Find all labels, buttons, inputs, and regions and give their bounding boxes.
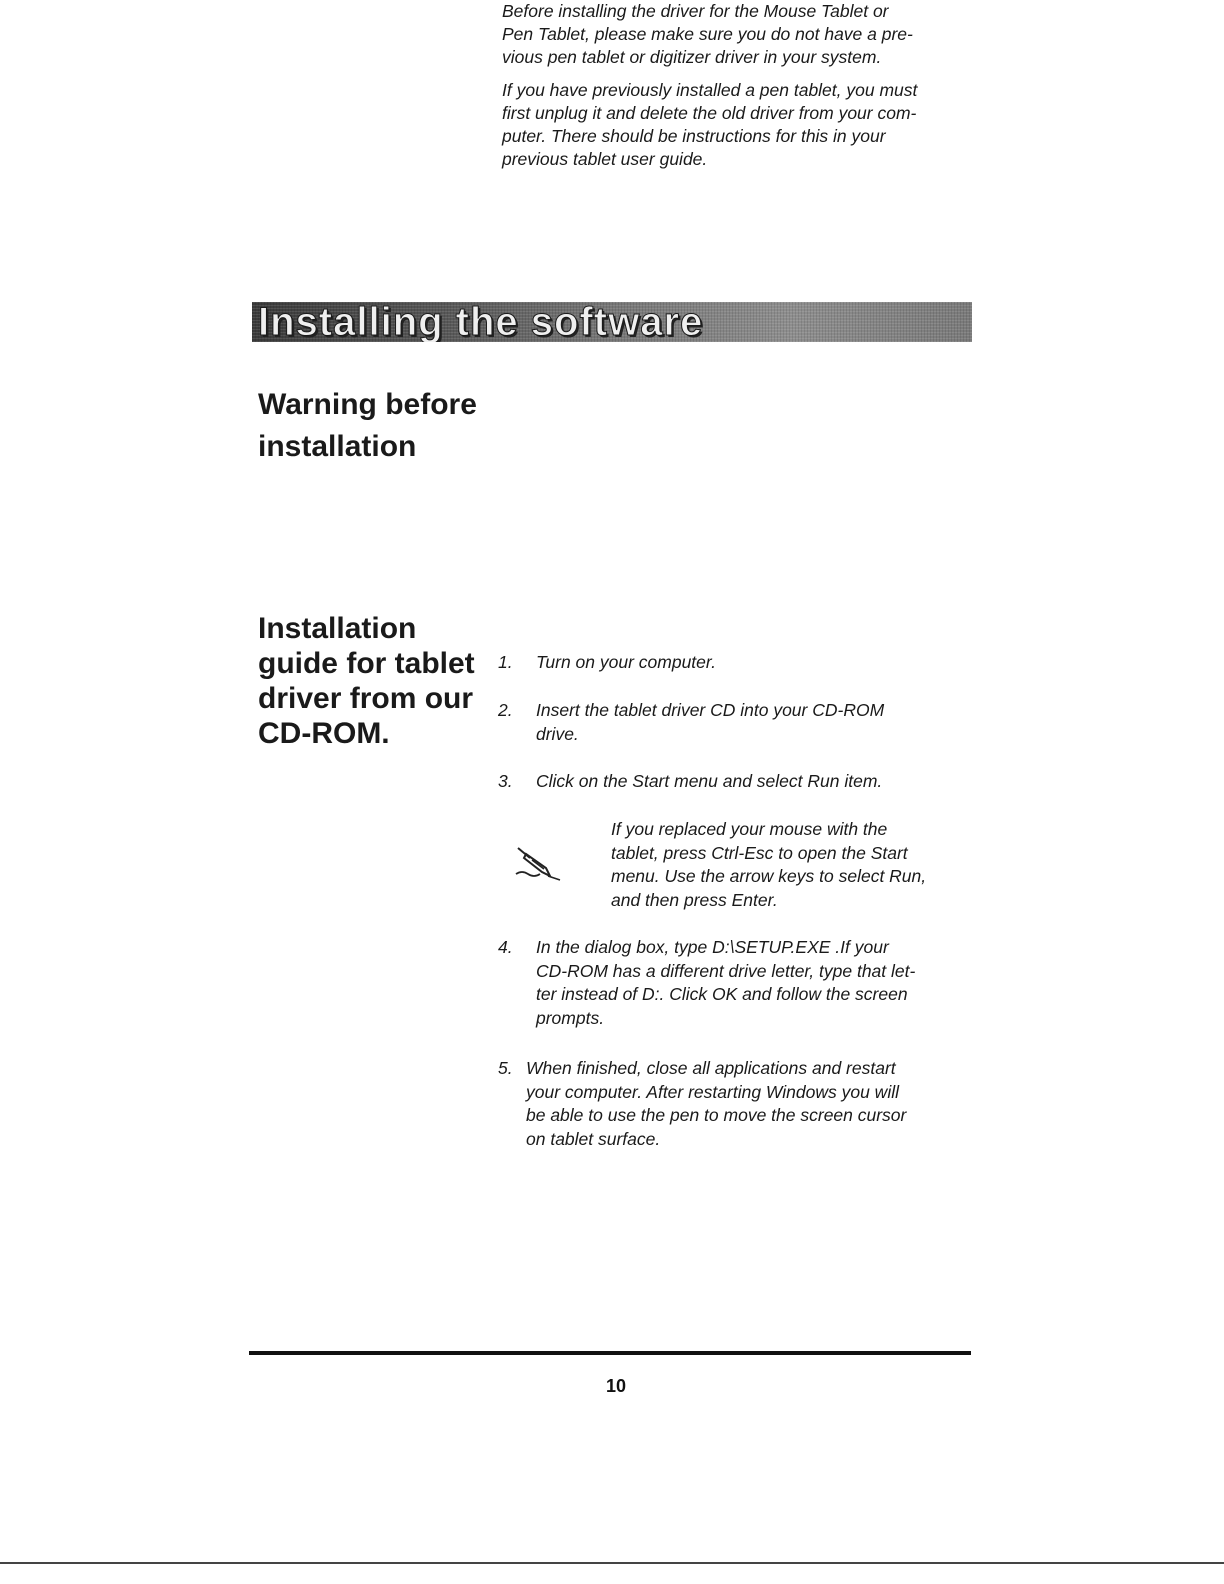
text-line: menu. Use the arrow keys to select Run, (611, 866, 927, 886)
page-number: 10 (605, 1376, 627, 1396)
text-line: When finished, close all applications and restart (526, 1058, 896, 1078)
install-note (611, 818, 926, 912)
warning-heading-line: installation (258, 430, 417, 463)
text-line: prompts. (536, 1007, 605, 1028)
step-text (536, 936, 915, 1030)
text-line: on tablet surface. (526, 1128, 661, 1149)
section-banner (252, 302, 972, 342)
text-line: If you have previously installed a pen tablet, you must (502, 80, 918, 100)
text-line: be able to use the pen to move the screen cursor (526, 1105, 907, 1125)
text-line: and then press Enter. (611, 889, 778, 910)
step-number: 1. (498, 652, 513, 672)
step-text (536, 770, 882, 794)
text-line: Click on the Start menu and select Run item. (536, 771, 883, 791)
install-heading-line: driver from our (258, 682, 474, 715)
text-line: If you replaced your mouse with the (611, 819, 888, 839)
warning-heading-line: Warning before (258, 388, 477, 421)
text-line: tablet, press Ctrl-Esc to open the Start (611, 842, 908, 863)
step-number: 3. (498, 771, 513, 791)
install-heading-line: guide for tablet (258, 647, 475, 680)
text-line: Turn on your computer. (536, 652, 716, 672)
text-line: your computer. After restarting Windows you will (526, 1081, 899, 1102)
step-text (536, 651, 716, 675)
warning-heading (258, 384, 477, 468)
text-line: Pen Tablet, please make sure you do not have a pre- (502, 24, 913, 44)
text-line: first unplug it and delete the old driver from your com- (502, 103, 917, 123)
text-line: vious pen tablet or digitizer driver in your system. (502, 47, 882, 67)
text-line: Before installing the driver for the Mouse Tablet or (502, 1, 889, 21)
text-line: In the dialog box, type D:\SETUP.EXE .If your (536, 937, 889, 957)
bottom-edge-line (0, 1562, 1224, 1564)
step-number: 5. (498, 1058, 513, 1078)
text-line: puter. There should be instructions for this in your (502, 126, 886, 146)
install-heading-line: Installation (258, 612, 417, 645)
install-heading (258, 611, 475, 751)
pen-note-icon (512, 842, 564, 882)
warning-paragraph-2 (502, 79, 958, 171)
text-line: ter instead of D:. Click OK and follow the screen (536, 984, 908, 1004)
step-number: 4. (498, 937, 513, 957)
text-line: drive. (536, 723, 579, 744)
pen-note-icon-svg (512, 842, 564, 882)
text-line: previous tablet user guide. (502, 149, 708, 169)
footer-divider (249, 1351, 971, 1355)
step-number: 2. (498, 700, 513, 720)
banner-title: Installing the software (258, 302, 704, 342)
text-line: CD-ROM has a different drive letter, type that let- (536, 960, 916, 981)
install-heading-line: CD-ROM. (258, 717, 390, 750)
warning-paragraph-1 (502, 0, 958, 69)
text-line: Insert the tablet driver CD into your CD-ROM (536, 700, 885, 720)
step-text (526, 1057, 906, 1151)
step-text (536, 699, 884, 746)
